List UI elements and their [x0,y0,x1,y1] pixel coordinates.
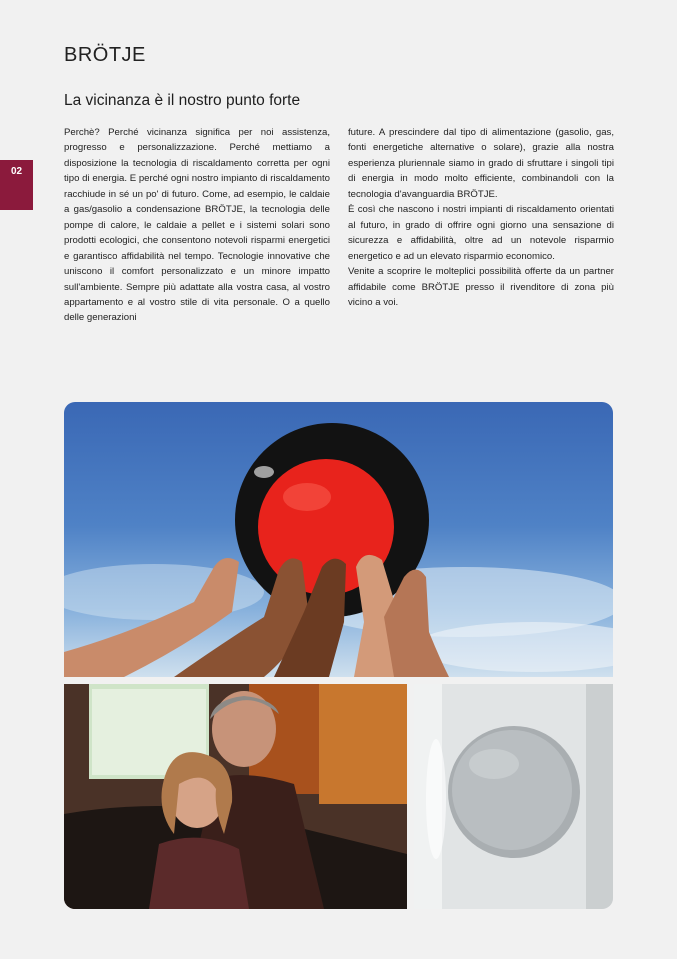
hands-holding-red-ball-photo [64,402,613,677]
radiator-panel-photo [414,684,613,909]
couple-on-sofa-photo [64,684,407,909]
paragraph: Venite a scoprire le molteplici possibilità offerte da un partner affidabile come BRÖTJE presso il rivenditore di zona più vicino a voi. [348,266,614,308]
brand-logo-text: BRÖTJE [64,44,146,66]
text-column-1 [64,125,330,326]
page-number-tab [0,160,33,210]
article-title: La vicinanza è il nostro punto forte [64,92,301,109]
page-number: 02 [10,166,23,177]
paragraph: future. A prescindere dal tipo di alimentazione (gasolio, gas, fonti energetiche alternative o solare), grazie alla nostra esperienza pluriennale siamo in grado di sfruttare i singoli tipi di energia in modo molto efficiente, combinandoli con la tecnologia d'avanguardia BRÖTJE. [348,127,614,200]
paragraph: È così che nascono i nostri impianti di riscaldamento orientati al futuro, in grado di offrire ogni giorno una sensazione di sicurezza e affidabilità, oltre ad un notevole risparmio energetico e ad un elevato risparmio economico. [348,204,614,262]
text-column-2 [348,125,614,310]
paragraph: Perchè? Perché vicinanza significa per noi assistenza, progresso e personalizzazione. Perché mettiamo a disposizione la tecnologia di riscaldamento corretta per ogni tipo di energia. E perché ogni nostro impianto di riscaldamento racchiude in sé un po' di futuro. Come, ad esempio, le caldaie a gas/gasolio a condensazione BRÖTJE, la tecnologia delle pompe di calore, le caldaie a pellet e i sistemi solari sono prodotti ecologici, che consentono notevoli risparmi energetici e garantisco affidabilità nel tempo. Tecnologie innovative che uniscono il comfort personalizzato e un minore impatto sull'ambiente. Sempre più adattate alla vostra casa, al vostro appartamento e al vostro stile di vita personale. O a quello delle generazioni [64,127,330,324]
